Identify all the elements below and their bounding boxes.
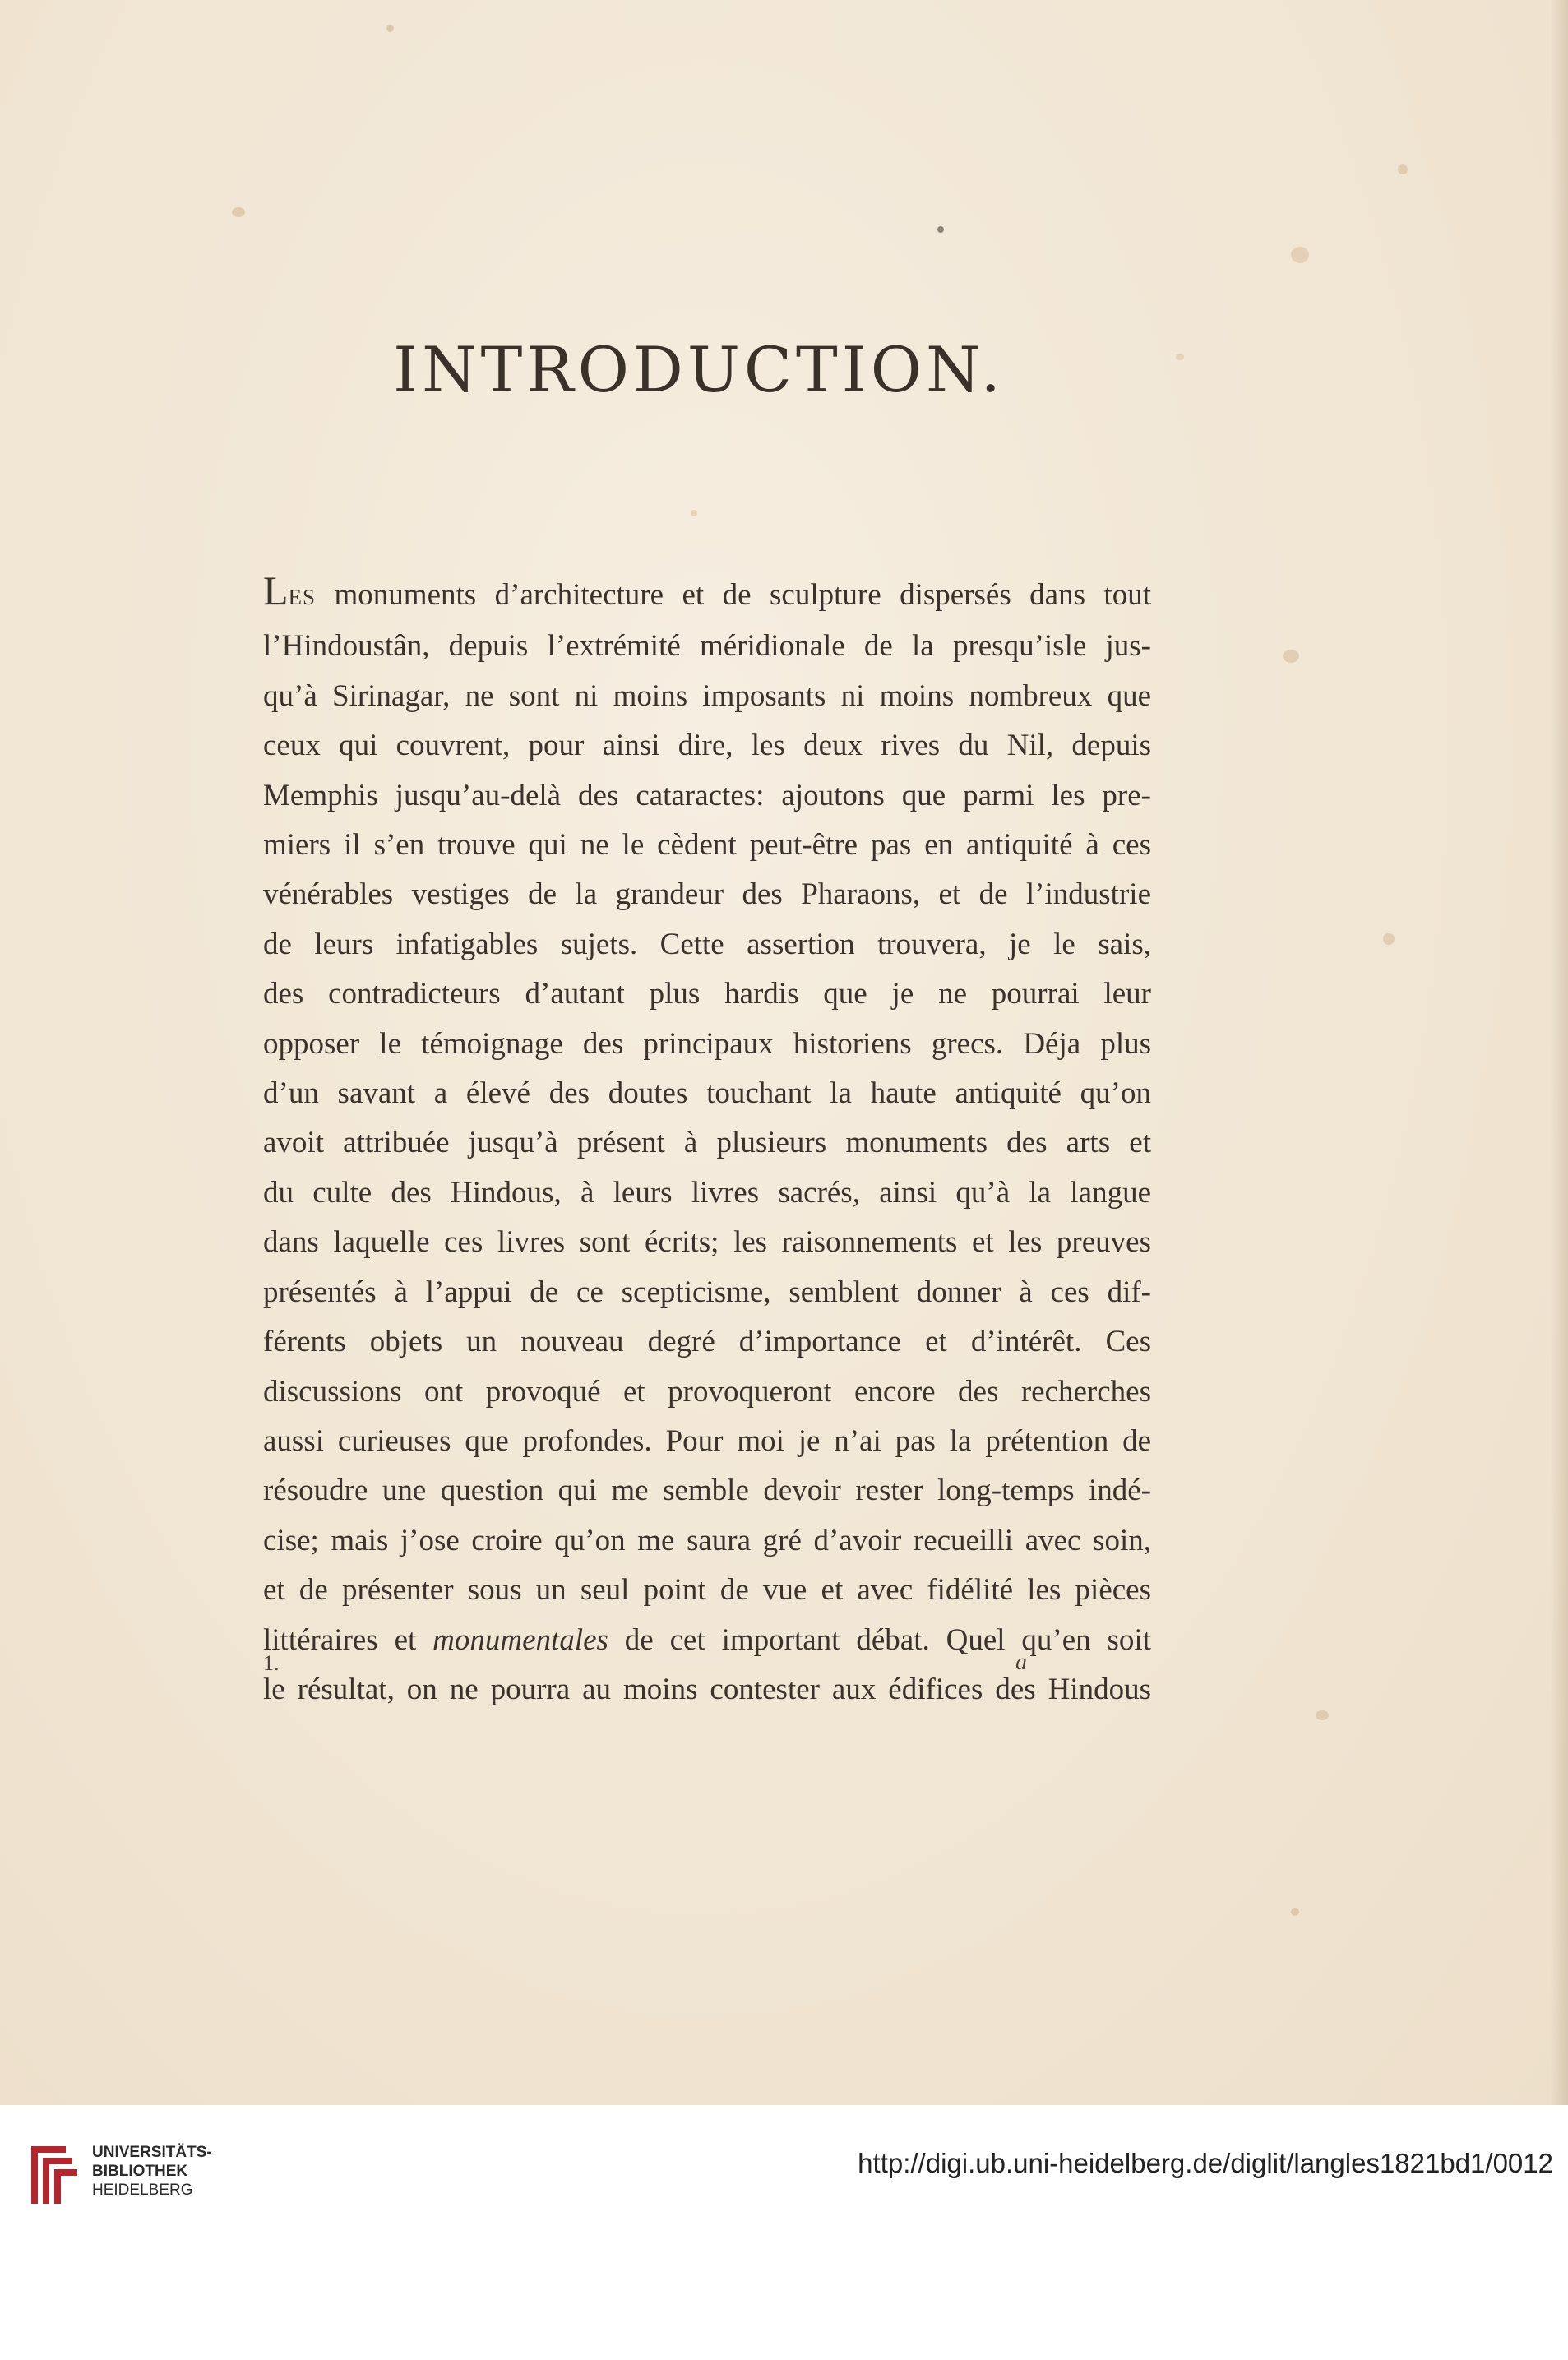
page-title: INTRODUCTION.	[393, 333, 1005, 406]
text-line: miers il s’en trouve qui ne le cèdent peut-être pas en antiquité à ces	[263, 828, 1151, 863]
text-line-content: monuments d’architecture et de sculpture dispersés dans tout	[316, 578, 1151, 612]
foxing-spot	[1283, 650, 1299, 663]
text-line: Memphis jusqu’au-delà des cataractes: ajoutons que parmi les pre-	[263, 778, 1151, 812]
foxing-spot	[232, 207, 245, 217]
foxing-spot	[1291, 1908, 1299, 1916]
foxing-spot	[691, 510, 697, 516]
text-line: ceux qui couvrent, pour ainsi dire, les deux rives du Nil, depuis	[263, 729, 1151, 763]
text-line: des contradicteurs d’autant plus hardis que je ne pourrai leur	[263, 977, 1151, 1011]
text-line: cise; mais j’ose croire qu’on me saura gré d’avoir recueilli avec soin,	[263, 1523, 1151, 1557]
library-logo-icon	[25, 2138, 84, 2212]
library-name-line: HEIDELBERG	[92, 2182, 193, 2199]
library-footer	[0, 2105, 1568, 2360]
small-capitals: ES	[288, 585, 317, 609]
text-line: et de présenter sous un seul point de vue et avec fidélité les pièces	[263, 1573, 1151, 1608]
text-line: du culte des Hindous, à leurs livres sacrés, ainsi qu’à la langue	[263, 1175, 1151, 1210]
text-line: qu’à Sirinagar, ne sont ni moins imposants ni moins nombreux que	[263, 678, 1151, 713]
text-line: aussi curieuses que profondes. Pour moi je n’ai pas la prétention de	[263, 1423, 1151, 1458]
text-line: de leurs infatigables sujets. Cette assertion trouvera, je le sais,	[263, 927, 1151, 961]
text-line: présentés à l’appui de ce scepticisme, semblent donner à ces dif-	[263, 1275, 1151, 1309]
text-line: résoudre une question qui me semble devoir rester long-temps indé-	[263, 1474, 1151, 1508]
signature-number: 1.	[263, 1651, 280, 1675]
text-line: d’un savant a élevé des doutes touchant la haute antiquité qu’on	[263, 1076, 1151, 1111]
text-line: l’Hindoustân, depuis l’extrémité méridionale de la presqu’isle jus-	[263, 629, 1151, 664]
text-line: avoit attribuée jusqu’à présent à plusieurs monuments des arts et	[263, 1126, 1151, 1160]
text-segment: de cet important débat. Quel qu’en soit	[608, 1622, 1151, 1657]
text-segment: littéraires et	[263, 1622, 433, 1657]
foxing-spot	[1291, 247, 1309, 263]
text-line: le résultat, on ne pourra au moins contester aux édifices des Hindous	[263, 1672, 1151, 1706]
foxing-spot	[386, 25, 394, 32]
library-name-line: BIBLIOTHEK	[92, 2163, 188, 2180]
text-line: férents objets un nouveau degré d’importance et d’intérêt. Ces	[263, 1325, 1151, 1359]
source-url-link[interactable]: http://digi.ub.uni-heidelberg.de/diglit/langles1821bd1/0012	[858, 2148, 1553, 2178]
text-line: opposer le témoignage des principaux historiens grecs. Déja plus	[263, 1026, 1151, 1061]
italic-word: monumentales	[432, 1622, 608, 1657]
foxing-spot	[1316, 1710, 1329, 1720]
text-line: discussions ont provoqué et provoqueront encore des recherches	[263, 1374, 1151, 1409]
page-edge-shadow	[1550, 0, 1568, 2105]
text-line: vénérables vestiges de la grandeur des Pharaons, et de l’industrie	[263, 877, 1151, 912]
foxing-spot	[937, 226, 944, 233]
signature-letter: a	[1015, 1650, 1027, 1675]
library-name-line: UNIVERSITÄTS-	[92, 2144, 212, 2161]
drop-capital: L	[263, 567, 289, 613]
body-paragraph	[263, 566, 1151, 1714]
text-line: dans laquelle ces livres sont écrits; les raisonnements et les preuves	[263, 1225, 1151, 1260]
text-line	[263, 566, 1151, 622]
library-name	[92, 2143, 212, 2200]
foxing-spot	[1383, 933, 1395, 945]
foxing-spot	[1398, 164, 1408, 174]
